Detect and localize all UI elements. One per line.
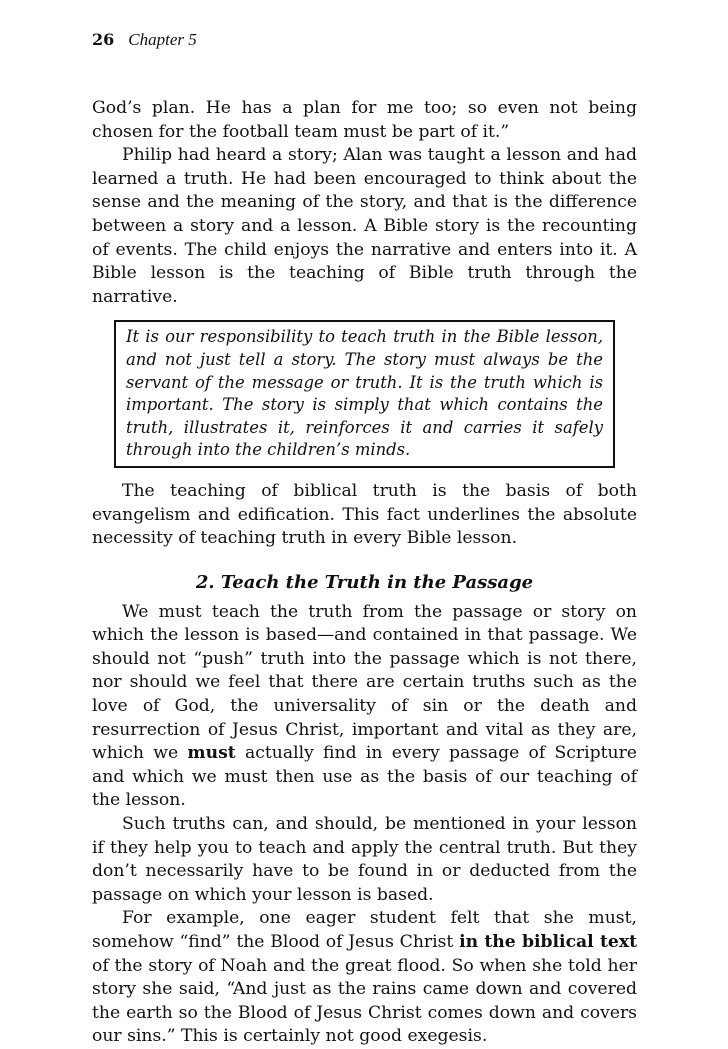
paragraph-2: Philip had heard a story; Alan was taught a lesson and had learned a truth. He had been encouraged to think about the sense and the meaning of the story, and that is the difference between a story and a lesson. A Bible story is the recounting of events. The child enjoys the narrative and enters into it. A Bible lesson is the teaching of Bible truth through the narrative. <box>92 145 637 307</box>
section-heading: 2. Teach the Truth in the Passage <box>195 571 534 593</box>
paragraph-1: God’s plan. He has a plan for me too; so even not being chosen for the football team must be part of it.” <box>92 98 637 142</box>
running-head <box>92 30 197 50</box>
paragraph-4-text-a: We must teach the truth from the passage or story on which the lesson is based—and contained in that passage. We should not “push” truth into the passage which is not there, nor should we feel that there are certain truths such as the love of God, the universality of sin or the death and resurrection of Jesus Christ, important and vital as they are, which we <box>92 601 637 764</box>
paragraph-6-text-a: For example, one eager student felt that she must, somehow “find” the Blood of Jesus Christ <box>92 908 637 952</box>
chapter-title: Chapter 5 <box>128 30 197 49</box>
body-text <box>92 97 637 1049</box>
paragraph-5: Such truths can, and should, be mentioned in your lesson if they help you to teach and apply the central truth. But they don’t necessarily have to be found in or deducted from the passage on which your lesson is based. <box>92 814 637 905</box>
callout-box: It is our responsibility to teach truth in the Bible lesson, and not just tell a story. The story must always be the servant of the message or truth. It is the truth which is important. The story is simply that which contains the truth, illustrates it, reinforces it and carries it safely through into the children’s minds. <box>114 320 615 468</box>
paragraph-4-emphasis: must <box>187 743 236 764</box>
paragraph-4 <box>92 601 637 813</box>
page-number: 26 <box>92 30 115 49</box>
paragraph-4-text-b: actually find in every passage of Scripture and which we must then use as the basis of our teaching of the lesson. <box>92 743 637 811</box>
paragraph-6-emphasis: in the biblical text <box>459 932 638 952</box>
paragraph-6 <box>92 907 637 1049</box>
paragraph-6-text-b: of the story of Noah and the great flood. So when she told her story she said, “And just as the rains came down and covered the earth so the Blood of Jesus Christ comes down and covers our sins.” This is certainly not good exegesis. <box>92 955 637 1047</box>
paragraph-3: The teaching of biblical truth is the basis of both evangelism and edification. This fact underlines the absolute necessity of teaching truth in every Bible lesson. <box>92 480 637 549</box>
